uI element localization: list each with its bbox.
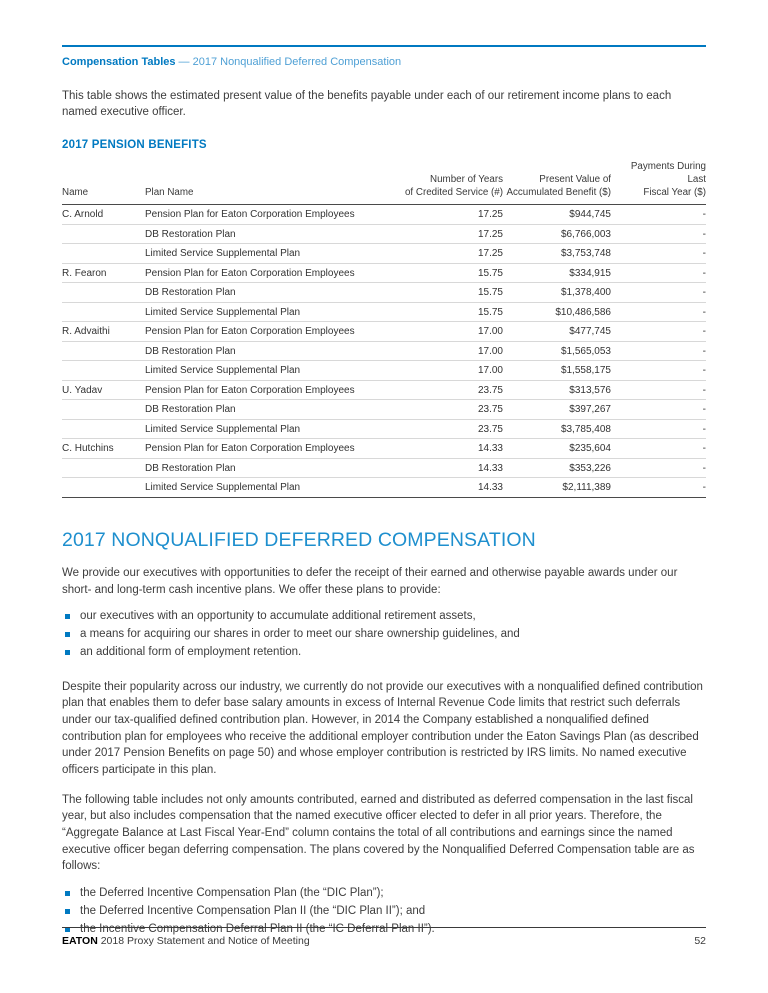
list-item-text: the Incentive Compensation Deferral Plan II (the “IC Deferral Plan II”).	[80, 922, 435, 935]
cell-plan: Limited Service Supplemental Plan	[145, 302, 383, 322]
cell-name	[62, 458, 145, 478]
cell-plan: DB Restoration Plan	[145, 224, 383, 244]
cell-years: 15.75	[383, 302, 503, 322]
cell-years: 14.33	[383, 478, 503, 498]
cell-name	[62, 244, 145, 264]
cell-plan: Limited Service Supplemental Plan	[145, 419, 383, 439]
table-row	[62, 224, 706, 244]
footer-text	[62, 935, 310, 947]
list-item-text: an additional form of employment retention.	[80, 645, 302, 658]
ndc-paragraph-1: We provide our executives with opportunities to defer the receipt of their earned and otherwise payable awards under our short- and long-term cash incentive plans. We offer these plans to provide:	[62, 566, 678, 596]
list-item	[65, 608, 706, 626]
table-row	[62, 302, 706, 322]
table-row	[62, 244, 706, 264]
list-item	[65, 903, 706, 921]
cell-years: 15.75	[383, 263, 503, 283]
list-item	[65, 885, 706, 903]
table-row	[62, 205, 706, 225]
footer-brand: EATON	[62, 935, 98, 947]
cell-years: 23.75	[383, 400, 503, 420]
table-row	[62, 322, 706, 342]
breadcrumb-subsection: — 2017 Nonqualified Deferred Compensation	[175, 56, 402, 68]
cell-years: 17.00	[383, 341, 503, 361]
table-row	[62, 400, 706, 420]
list-item-text: the Deferred Incentive Compensation Plan (the “DIC Plan”);	[80, 887, 384, 900]
cell-value: $3,753,748	[503, 244, 611, 264]
cell-plan: DB Restoration Plan	[145, 283, 383, 303]
cell-years: 17.00	[383, 322, 503, 342]
cell-payments: -	[611, 361, 706, 381]
bullet-icon	[65, 891, 70, 896]
bullet-icon	[65, 650, 70, 655]
cell-years: 15.75	[383, 283, 503, 303]
breadcrumb	[62, 56, 706, 68]
cell-name	[62, 283, 145, 303]
cell-value: $10,486,586	[503, 302, 611, 322]
intro-paragraph: This table shows the estimated present value of the benefits payable under each of our retirement income plans to each named executive officer.	[62, 90, 672, 119]
cell-value: $1,565,053	[503, 341, 611, 361]
table-row	[62, 341, 706, 361]
bullet-icon	[65, 909, 70, 914]
cell-value: $397,267	[503, 400, 611, 420]
list-item-text: the Deferred Incentive Compensation Plan II (the “DIC Plan II”); and	[80, 904, 426, 917]
cell-plan: DB Restoration Plan	[145, 458, 383, 478]
top-rule	[62, 45, 706, 47]
table-row	[62, 458, 706, 478]
cell-years: 17.25	[383, 224, 503, 244]
cell-name: C. Arnold	[62, 205, 145, 225]
cell-value: $3,785,408	[503, 419, 611, 439]
footer-title: 2018 Proxy Statement and Notice of Meeting	[97, 935, 310, 947]
cell-payments: -	[611, 419, 706, 439]
ndc-paragraph-2: Despite their popularity across our industry, we currently do not provide our executives with a nonqualified defined contribution plan that enables them to defer base salary amounts in excess of Internal Revenue Code limits that restrict such deferrals under our tax-qualified defined contribution plan. However, in 2014 the Company established a nonqualified defined contribution plan for employees who receive the additional employer contribution under the Eaton Savings Plan (as described under 2017 Pension Benefits on page 50) and whose employer contribution is restricted by IRS limits. No named executive officers participate in this plan.	[62, 680, 703, 777]
cell-name	[62, 419, 145, 439]
header-payments: Payments During Last Fiscal Year ($)	[611, 161, 706, 205]
cell-payments: -	[611, 380, 706, 400]
cell-name	[62, 361, 145, 381]
cell-value: $235,604	[503, 439, 611, 459]
cell-payments: -	[611, 302, 706, 322]
cell-value: $353,226	[503, 458, 611, 478]
cell-years: 17.25	[383, 244, 503, 264]
cell-plan: Limited Service Supplemental Plan	[145, 478, 383, 498]
cell-payments: -	[611, 244, 706, 264]
cell-plan: Pension Plan for Eaton Corporation Employees	[145, 380, 383, 400]
nonqualified-deferred-compensation-heading: 2017 NONQUALIFIED DEFERRED COMPENSATION	[62, 528, 536, 551]
list-item	[65, 644, 706, 662]
cell-value: $1,558,175	[503, 361, 611, 381]
cell-years: 23.75	[383, 419, 503, 439]
list-item-text: a means for acquiring our shares in order to meet our share ownership guidelines, and	[80, 628, 520, 641]
cell-name: R. Fearon	[62, 263, 145, 283]
cell-name	[62, 224, 145, 244]
page-number: 52	[694, 935, 706, 947]
cell-name	[62, 478, 145, 498]
cell-payments: -	[611, 322, 706, 342]
cell-name: C. Hutchins	[62, 439, 145, 459]
cell-plan: DB Restoration Plan	[145, 400, 383, 420]
cell-value: $1,378,400	[503, 283, 611, 303]
list-item-text: our executives with an opportunity to accumulate additional retirement assets,	[80, 610, 476, 623]
cell-value: $313,576	[503, 380, 611, 400]
page-footer	[62, 927, 706, 947]
cell-name	[62, 400, 145, 420]
header-name: Name	[62, 161, 145, 205]
cell-value: $477,745	[503, 322, 611, 342]
cell-payments: -	[611, 341, 706, 361]
cell-value: $2,111,389	[503, 478, 611, 498]
table-row	[62, 283, 706, 303]
cell-plan: Pension Plan for Eaton Corporation Employees	[145, 205, 383, 225]
cell-years: 17.00	[383, 361, 503, 381]
cell-plan: Pension Plan for Eaton Corporation Employees	[145, 322, 383, 342]
cell-value: $334,915	[503, 263, 611, 283]
cell-plan: Limited Service Supplemental Plan	[145, 244, 383, 264]
pension-benefits-heading: 2017 PENSION BENEFITS	[62, 138, 207, 151]
cell-payments: -	[611, 263, 706, 283]
cell-name	[62, 341, 145, 361]
cell-payments: -	[611, 478, 706, 498]
table-row	[62, 419, 706, 439]
cell-plan: Pension Plan for Eaton Corporation Employees	[145, 439, 383, 459]
header-plan-name: Plan Name	[145, 161, 383, 205]
table-row	[62, 439, 706, 459]
header-present-value: Present Value of Accumulated Benefit ($)	[503, 161, 611, 205]
cell-years: 14.33	[383, 458, 503, 478]
table-row	[62, 361, 706, 381]
bullet-icon	[65, 614, 70, 619]
ndc-bullet-list-1	[65, 608, 706, 661]
bullet-icon	[65, 632, 70, 637]
breadcrumb-section: Compensation Tables	[62, 56, 176, 68]
cell-payments: -	[611, 283, 706, 303]
cell-name: R. Advaithi	[62, 322, 145, 342]
cell-plan: Limited Service Supplemental Plan	[145, 361, 383, 381]
cell-payments: -	[611, 439, 706, 459]
table-header-row	[62, 161, 706, 205]
cell-payments: -	[611, 458, 706, 478]
cell-years: 14.33	[383, 439, 503, 459]
cell-payments: -	[611, 224, 706, 244]
table-row	[62, 263, 706, 283]
cell-plan: Pension Plan for Eaton Corporation Employees	[145, 263, 383, 283]
cell-value: $6,766,003	[503, 224, 611, 244]
pension-benefits-table	[62, 161, 706, 498]
cell-payments: -	[611, 400, 706, 420]
cell-name: U. Yadav	[62, 380, 145, 400]
cell-value: $944,745	[503, 205, 611, 225]
cell-payments: -	[611, 205, 706, 225]
table-row	[62, 478, 706, 498]
list-item	[65, 626, 706, 644]
header-years: Number of Years of Credited Service (#)	[383, 161, 503, 205]
table-row	[62, 380, 706, 400]
cell-plan: DB Restoration Plan	[145, 341, 383, 361]
cell-years: 23.75	[383, 380, 503, 400]
cell-years: 17.25	[383, 205, 503, 225]
cell-name	[62, 302, 145, 322]
ndc-paragraph-3: The following table includes not only amounts contributed, earned and distributed as deferred compensation in the last fiscal year, but also includes compensation that the named executive officer elected to defer in all prior years. Therefore, the “Aggregate Balance at Last Fiscal Year-End” column contains the total of all contributions and earnings since the named executive officer began deferring compensation. The plans covered by the Nonqualified Deferred Compensation table are as follows:	[62, 793, 695, 873]
